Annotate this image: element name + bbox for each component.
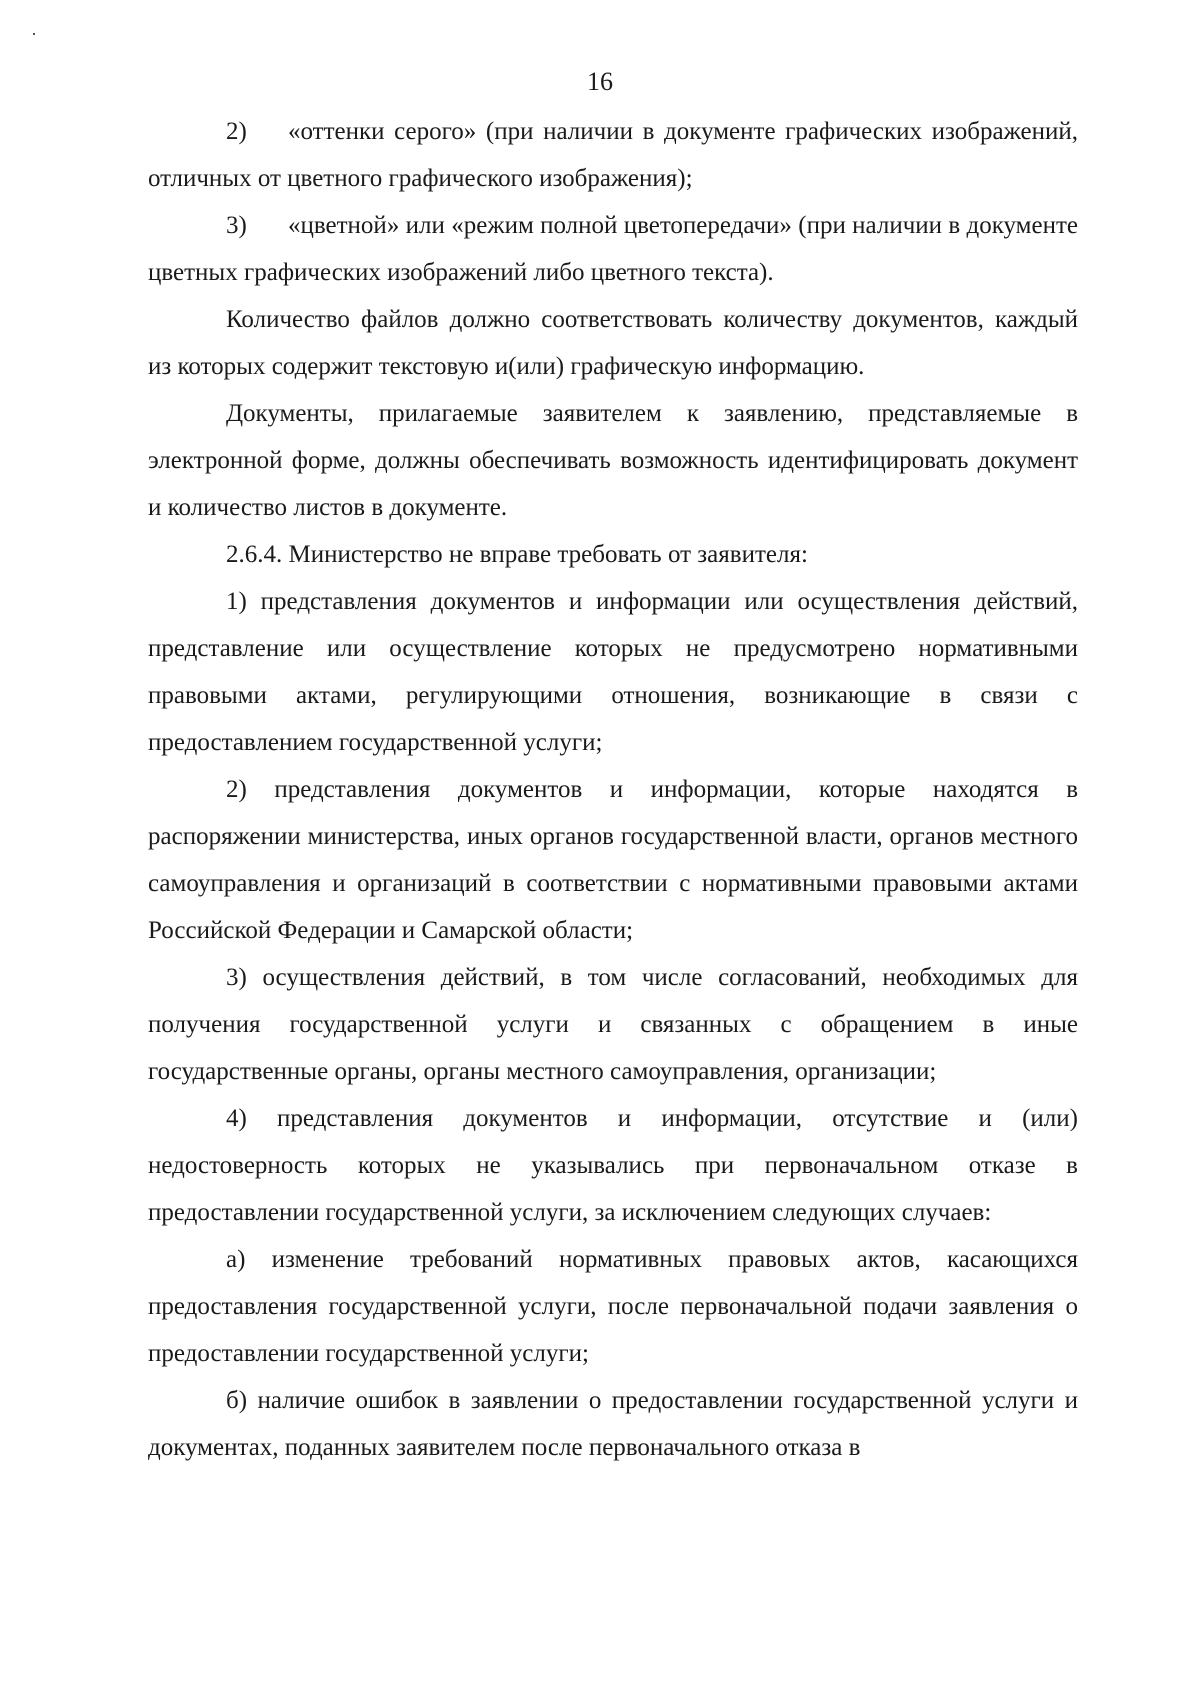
list-item-grayscale: [148, 108, 1078, 202]
list-item-color: [148, 202, 1078, 296]
subclause-b: б) наличие ошибок в заявлении о предоставлении государственной услуги и документах, поданных заявителем после первоначального отказа в: [148, 1387, 1078, 1461]
paragraph-documents-identification: Документы, прилагаемые заявителем к заявлению, представляемые в электронной форме, должны обеспечивать возможность идентифицировать документ и количество листов в документе.: [148, 400, 1078, 521]
list-item-text: «оттенки серого» (при наличии в документе графических изображений, отличных от цветного графического изображения);: [148, 118, 1078, 192]
clause-2-6-4-heading: 2.6.4. Министерство не вправе требовать от заявителя:: [226, 541, 808, 568]
document-body: [148, 108, 1078, 1471]
list-item-text: «цветной» или «режим полной цветопередачи» (при наличии в документе цветных графических изображений либо цветного текста).: [148, 212, 1078, 286]
paragraph-files-count: Количество файлов должно соответствовать количеству документов, каждый из которых содержит текстовую и(или) графическую информацию.: [148, 306, 1078, 380]
list-item-number: 3): [226, 212, 247, 239]
clause-item-2: 2) представления документов и информации, которые находятся в распоряжении министерства, иных органов государственной власти, органов местного самоуправления и организаций в соответствии с нормативными правовыми актами Российской Федерации и Самарской области;: [148, 776, 1078, 944]
scan-speck: [33, 33, 35, 35]
clause-item-4: 4) представления документов и информации, отсутствие и (или) недостоверность которых не указывались при первоначальном отказе в предоставлении государственной услуги, за исключением следующих случаев:: [148, 1105, 1078, 1226]
list-item-number: 2): [226, 118, 247, 145]
page-number: 16: [587, 67, 613, 96]
clause-item-1: 1) представления документов и информации или осуществления действий, представление или осуществление которых не предусмотрено нормативными правовыми актами, регулирующими отношения, возникающие в связи с предоставлением государственной услуги;: [148, 588, 1078, 756]
subclause-a: а) изменение требований нормативных правовых актов, касающихся предоставления государственной услуги, после первоначальной подачи заявления о предоставлении государственной услуги;: [148, 1246, 1078, 1367]
clause-item-3: 3) осуществления действий, в том числе согласований, необходимых для получения государственной услуги и связанных с обращением в иные государственные органы, органы местного самоуправления, организации;: [148, 964, 1078, 1085]
